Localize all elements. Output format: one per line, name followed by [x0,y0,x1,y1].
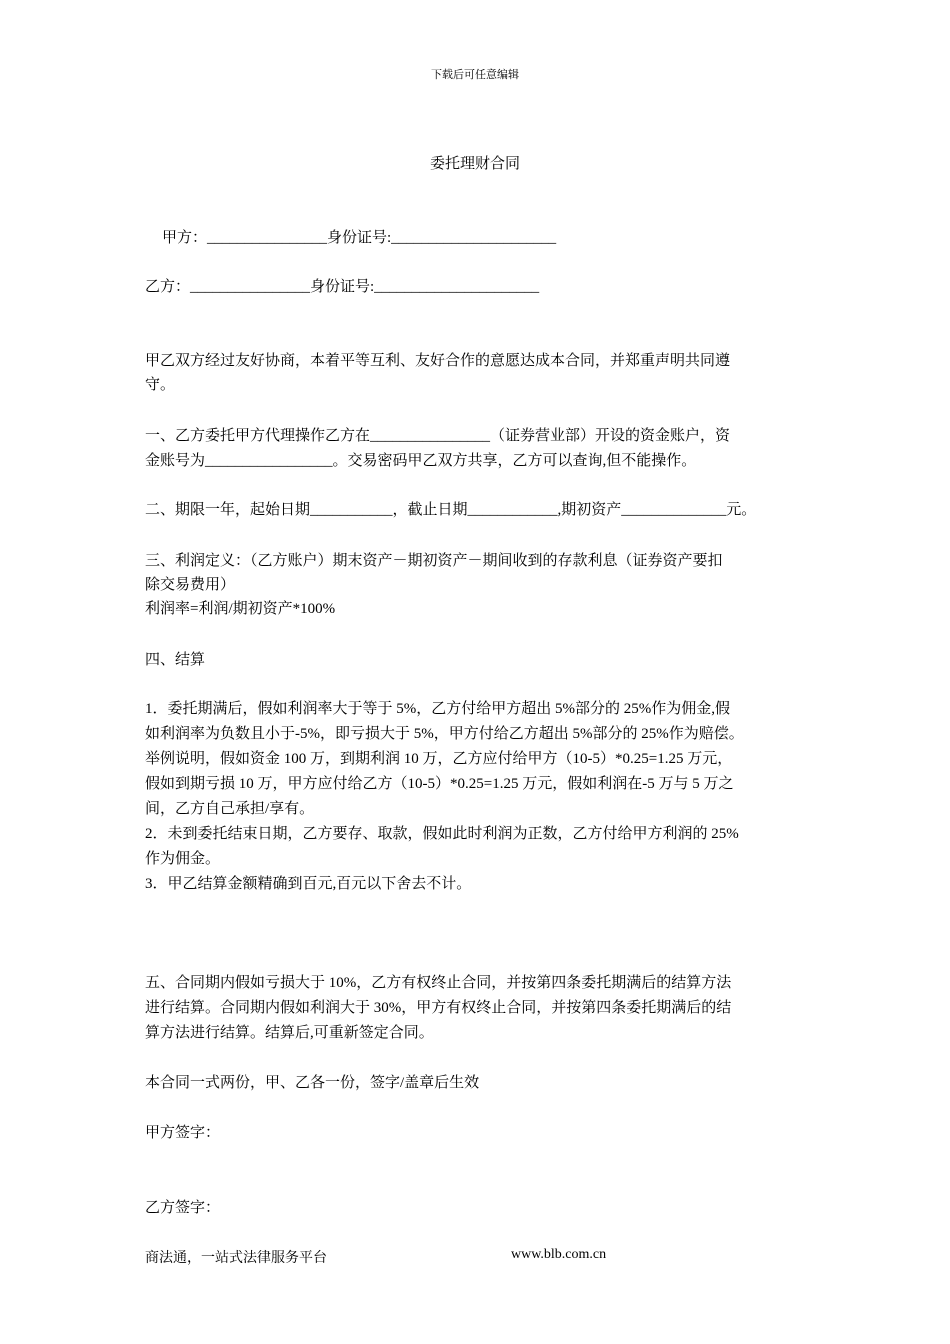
party-a-line: 甲方：________________身份证号:______________________ [162,230,557,246]
party-a-signature-label: 甲方签字： [145,1125,221,1141]
party-b-line: 乙方：________________身份证号:______________________ [145,279,540,295]
intro-line: 甲乙双方经过友好协商，本着平等互利、友好合作的意愿达成本合同，并郑重声明共同遵 [145,353,731,369]
footer-website: www.blb.com.cn [511,1247,607,1262]
clause4-line: 举例说明，假如资金 100 万，到期利润 10 万，乙方应付给甲方（10-5）*0.25=1.25 万元， [145,751,733,767]
party-b-signature-label: 乙方签字： [145,1200,221,1216]
clause3-line: 除交易费用） [145,577,236,593]
clause4-line: 间，乙方自己承担/享有。 [145,801,315,817]
footer-platform-text: 商法通，一站式法律服务平台 [145,1251,327,1266]
clause5-line: 算方法进行结算。结算后,可重新签定合同。 [145,1025,434,1041]
intro-line: 守。 [145,377,176,393]
clause4-title: 四、结算 [145,652,206,668]
page-header: 下载后可任意编辑 [431,69,519,81]
effect-statement: 本合同一式两份，甲、乙各一份，签字/盖章后生效 [145,1075,480,1091]
profit-rate-formula: 利润率=利润/期初资产*100% [145,601,336,617]
document-title: 委托理财合同 [429,156,520,172]
clause1-line: 金账号为_________________。交易密码甲乙双方共享，乙方可以查询,但不能操作。 [145,453,697,469]
clause4-line: 作为佣金。 [145,851,221,867]
clause4-line: 1．委托期满后，假如利润率大于等于 5%，乙方付给甲方超出 5%部分的 25%作为佣金,假 [145,701,730,717]
clause4-line: 3．甲乙结算金额精确到百元,百元以下舍去不计。 [145,876,472,892]
clause4-line: 如利润率为负数且小于-5%，即亏损大于 5%，甲方付给乙方超出 5%部分的 25%作为赔偿。 [145,726,744,742]
clause1-line: 一、乙方委托甲方代理操作乙方在________________（证券营业部）开设的资金账户，资 [145,428,731,444]
clause5-line: 五、合同期内假如亏损大于 10%，乙方有权终止合同，并按第四条委托期满后的结算方法 [145,975,732,991]
clause3-line: 三、利润定义：（乙方账户）期末资产－期初资产－期间收到的存款利息（证券资产要扣 [145,553,723,569]
clause4-line: 2．未到委托结束日期，乙方要存、取款，假如此时利润为正数，乙方付给甲方利润的 25% [145,826,739,842]
clause5-line: 进行结算。合同期内假如利润大于 30%，甲方有权终止合同，并按第四条委托期满后的结 [145,1000,732,1016]
clause2-line: 二、期限一年，起始日期___________，截止日期____________,期初资产______________元。 [145,502,757,518]
clause4-line: 假如到期亏损 10 万，甲方应付给乙方（10-5）*0.25=1.25 万元，假如利润在-5 万与 5 万之 [145,776,734,792]
